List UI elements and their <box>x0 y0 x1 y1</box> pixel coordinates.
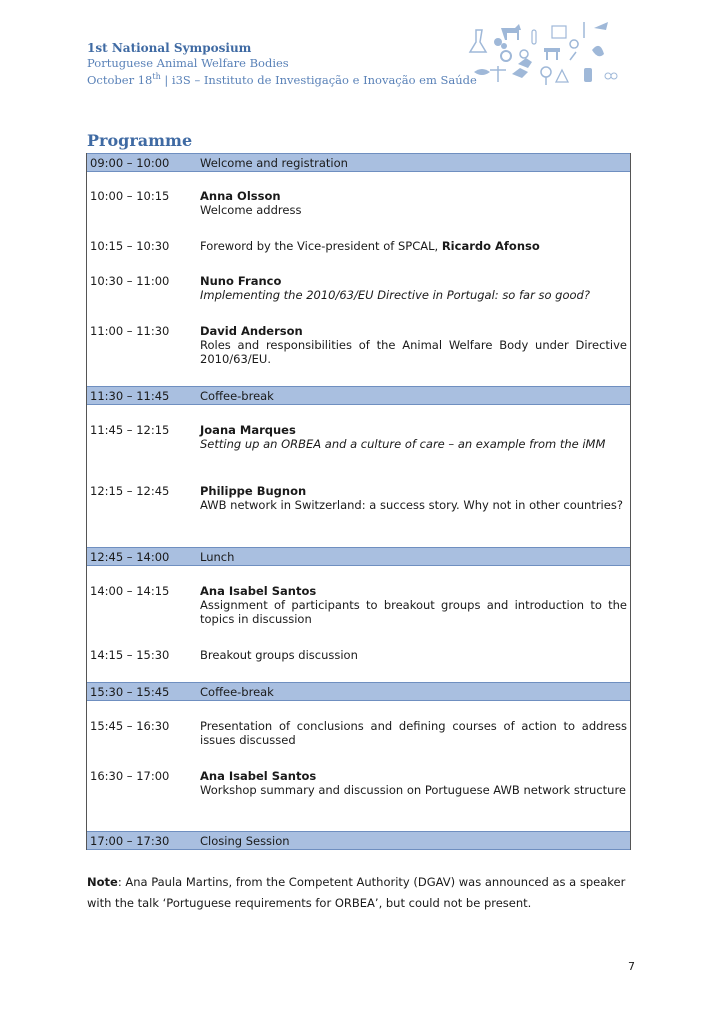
row-time: 11:00 – 11:30 <box>90 324 170 338</box>
row-description: Breakout groups discussion <box>200 648 358 662</box>
note-label: Note <box>87 875 118 889</box>
row-time: 14:15 – 15:30 <box>90 648 170 662</box>
programme-title: Programme <box>87 131 193 150</box>
programme-row <box>87 386 630 405</box>
programme-row <box>87 324 630 374</box>
row-time: 15:45 – 16:30 <box>90 719 170 733</box>
row-time: 16:30 – 17:00 <box>90 769 170 783</box>
speaker-name: Ana Isabel Santos <box>200 769 317 783</box>
talk-title: Welcome address <box>200 203 302 218</box>
row-time: 10:15 – 10:30 <box>90 239 170 253</box>
speaker-name: Joana Marques <box>200 423 296 437</box>
talk-title: Setting up an ORBEA and a culture of care – an example from the iMM <box>200 437 606 452</box>
row-time: 15:30 – 15:45 <box>90 685 170 699</box>
talk-title: Workshop summary and discussion on Portuguese AWB network structure <box>200 783 627 798</box>
row-description <box>200 484 627 512</box>
programme-row <box>87 831 630 850</box>
row-description <box>200 274 627 302</box>
programme-table <box>86 153 631 850</box>
programme-row <box>87 189 630 225</box>
speaker-name: Philippe Bugnon <box>200 484 307 498</box>
document-header <box>87 41 477 87</box>
row-time: 11:45 – 12:15 <box>90 423 170 437</box>
speaker-name: Ricardo Afonso <box>441 239 540 253</box>
row-description: Closing Session <box>200 834 290 848</box>
speaker-name: David Anderson <box>200 324 303 338</box>
symposium-title: 1st National Symposium <box>87 41 252 55</box>
programme-row <box>87 484 630 534</box>
symposium-subtitle: Portuguese Animal Welfare Bodies <box>87 56 289 70</box>
speaker-name: Ana Isabel Santos <box>200 584 317 598</box>
row-description: Presentation of conclusions and defining courses of action to address issues discussed <box>200 719 627 748</box>
row-description <box>200 423 627 451</box>
row-time: 09:00 – 10:00 <box>90 156 170 170</box>
programme-row <box>87 274 630 310</box>
row-time: 10:00 – 10:15 <box>90 189 170 203</box>
row-description: Welcome and registration <box>200 156 348 170</box>
date-suffix: | i3S – Instituto de Investigação e Inovação em Saúde <box>160 72 477 87</box>
row-description <box>200 584 627 627</box>
row-description <box>200 324 627 367</box>
row-time: 12:15 – 12:45 <box>90 484 170 498</box>
page-number: 7 <box>628 960 635 973</box>
programme-row <box>87 153 630 172</box>
row-description: Lunch <box>200 550 235 564</box>
programme-row <box>87 648 630 668</box>
talk-title: AWB network in Switzerland: a success story. Why not in other countries? <box>200 498 623 513</box>
row-description <box>200 769 627 797</box>
programme-row <box>87 584 630 634</box>
row-description <box>200 189 627 217</box>
programme-row <box>87 769 630 819</box>
programme-row <box>87 682 630 701</box>
talk-title: Implementing the 2010/63/EU Directive in Portugal: so far so good? <box>200 288 590 303</box>
date-sup: th <box>152 72 161 81</box>
symposium-date-venue <box>87 70 477 87</box>
row-description <box>200 239 627 253</box>
row-time: 10:30 – 11:00 <box>90 274 170 288</box>
programme-row <box>87 239 630 259</box>
talk-title: Assignment of participants to breakout groups and introduction to the topics in discussion <box>200 598 627 627</box>
speaker-name: Nuno Franco <box>200 274 282 288</box>
note-text: : Ana Paula Martins, from the Competent Authority (DGAV) was announced as a speaker with the talk ‘Portuguese requirements for ORBEA’, but could not be present. <box>87 875 626 910</box>
row-description: Coffee-break <box>200 685 274 699</box>
lab-animals-logo-icon <box>466 20 626 90</box>
speaker-name: Anna Olsson <box>200 189 281 203</box>
foreword-text: Foreword by the Vice-president of SPCAL, <box>200 239 442 253</box>
row-time: 17:00 – 17:30 <box>90 834 170 848</box>
programme-row <box>87 547 630 566</box>
note-paragraph <box>87 872 638 914</box>
row-description: Coffee-break <box>200 389 274 403</box>
programme-row <box>87 719 630 755</box>
row-time: 12:45 – 14:00 <box>90 550 170 564</box>
talk-title: Roles and responsibilities of the Animal Welfare Body under Directive 2010/63/EU. <box>200 338 627 367</box>
date-prefix: October 18 <box>87 72 153 87</box>
programme-row <box>87 423 630 459</box>
row-time: 11:30 – 11:45 <box>90 389 170 403</box>
row-time: 14:00 – 14:15 <box>90 584 170 598</box>
